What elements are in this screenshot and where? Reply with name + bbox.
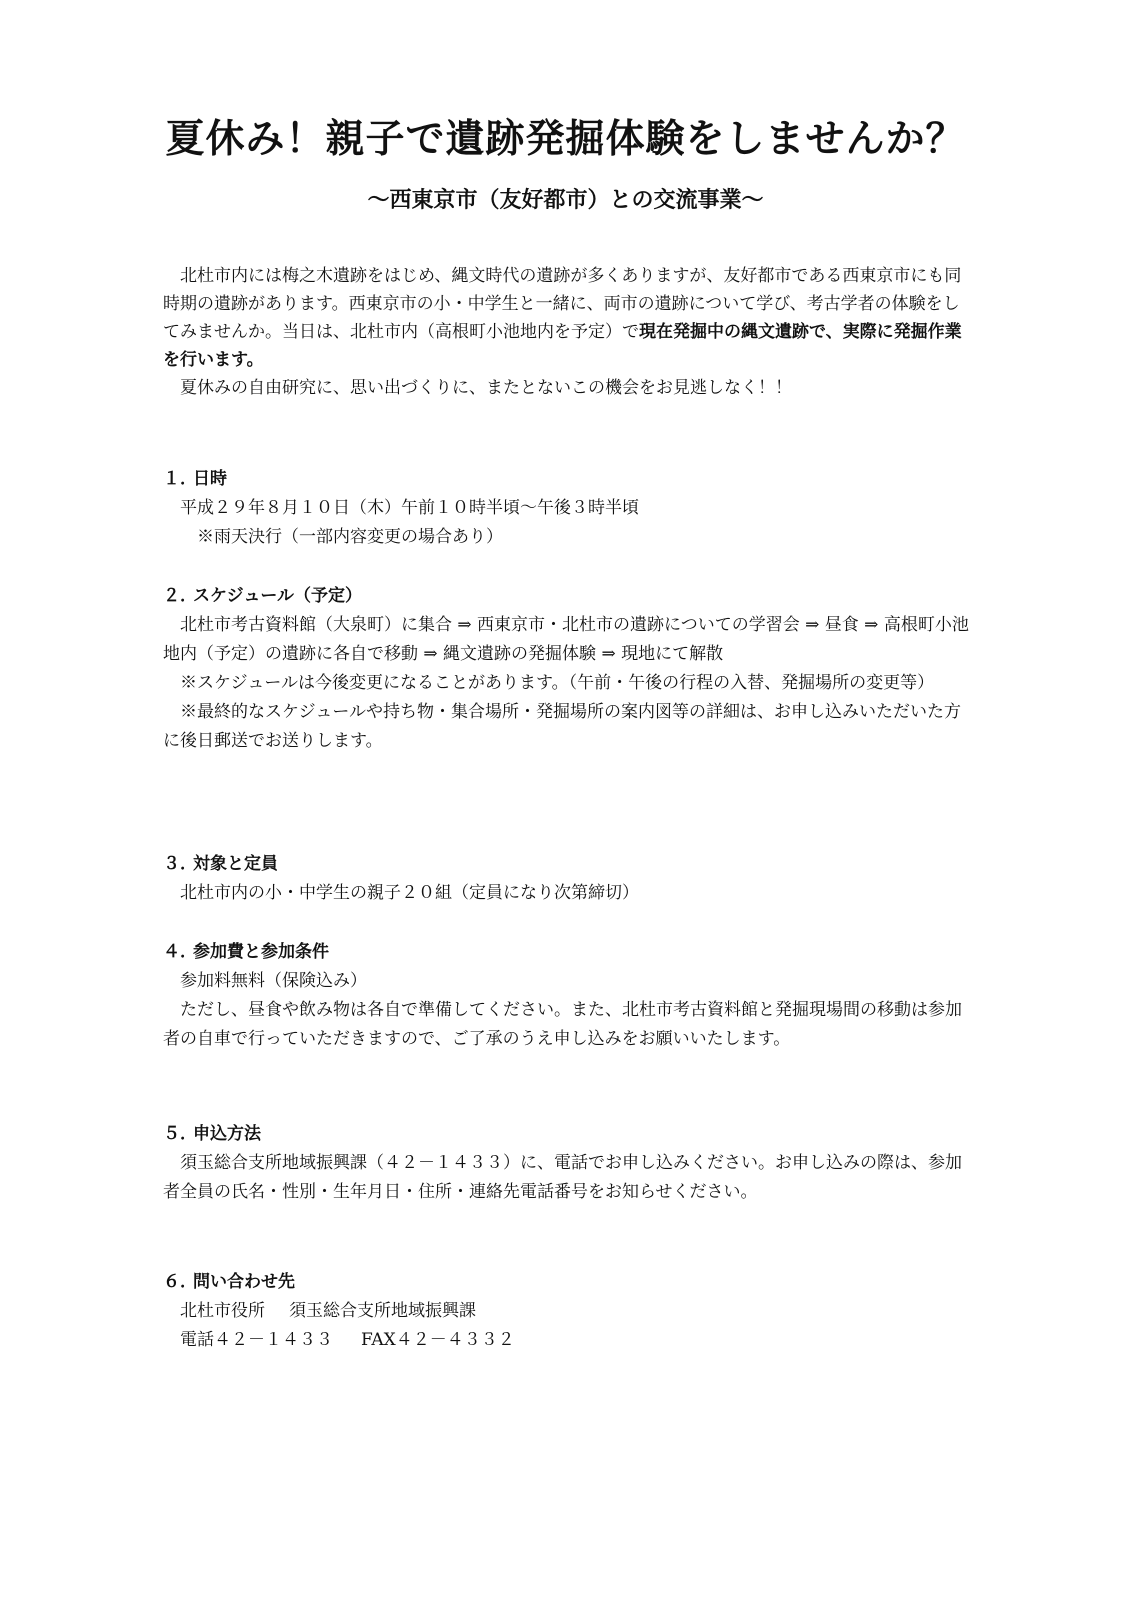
section-heading	[163, 582, 975, 611]
section-title: 日時	[193, 469, 227, 489]
contact-numbers-line	[163, 1326, 975, 1355]
fee-text: 参加料無料（保険込み）	[180, 971, 367, 991]
schedule-note-1: ※スケジュールは今後変更になることがあります。（午前・午後の行程の入替、発掘場所の変更等）	[180, 673, 935, 693]
section-heading	[163, 850, 975, 879]
section-fee	[163, 938, 975, 1054]
section-heading	[163, 1120, 975, 1149]
page-title: 夏休み！親子で遺跡発掘体験をしませんか？	[165, 117, 966, 162]
section-heading	[163, 1268, 975, 1297]
intro-paragraph-1	[163, 262, 975, 374]
section-number: １．	[163, 469, 197, 489]
contact-office: 北杜市役所	[180, 1301, 265, 1321]
section-heading	[163, 938, 975, 967]
rain-note: ※雨天決行（一部内容変更の場合あり）	[197, 527, 503, 547]
intro-emphasis: 現在発掘中の縄文遺跡で、実際に発掘作業を行います。	[163, 322, 962, 370]
intro-block	[163, 262, 975, 402]
application-text: 須玉総合支所地域振興課（４２－１４３３）に、電話でお申し込みください。お申し込みの際は、参加者全員の氏名・性別・生年月日・住所・連絡先電話番号をお知らせください。	[163, 1153, 962, 1202]
contact-fax: FAX４２－４３３２	[361, 1330, 515, 1350]
section-schedule	[163, 582, 975, 756]
section-number: ５．	[163, 1124, 197, 1144]
section-datetime	[163, 465, 975, 552]
schedule-note-2: ※最終的なスケジュールや持ち物・集合場所・発掘場所の案内図等の詳細は、お申し込みいただいた方に後日郵送でお送りします。	[163, 702, 961, 751]
intro-text: 北杜市内には梅之木遺跡をはじめ、縄文時代の遺跡が多くありますが、友好都市である西東京市にも同時期の遺跡があります。西東京市の小・中学生と一緒に、両市の遺跡について学び、考古学者の体験をしてみませんか。当日は、北杜市内（高根町小池地内を予定）で	[163, 266, 962, 342]
contact-phone: 電話４２－１４３３	[180, 1330, 333, 1350]
section-number: ３．	[163, 854, 197, 874]
contact-office-line	[163, 1297, 975, 1326]
event-date: 平成２９年８月１０日（木）午前１０時半頃～午後３時半頃	[180, 498, 639, 518]
section-number: ２．	[163, 586, 197, 606]
section-title: 問い合わせ先	[193, 1272, 295, 1292]
page-subtitle: ～西東京市（友好都市）との交流事業～	[367, 188, 764, 213]
section-title: 申込方法	[193, 1124, 261, 1144]
section-contact	[163, 1268, 975, 1355]
section-number: ６．	[163, 1272, 197, 1292]
section-title: 参加費と参加条件	[193, 942, 329, 962]
condition-text: ただし、昼食や飲み物は各自で準備してください。また、北杜市考古資料館と発掘現場間の移動は参加者の自車で行っていただきますので、ご了承のうえ申し込みをお願いいたします。	[163, 1000, 962, 1049]
section-number: ４．	[163, 942, 197, 962]
section-application	[163, 1120, 975, 1207]
section-title: スケジュール（予定）	[193, 586, 362, 606]
section-capacity	[163, 850, 975, 908]
section-heading	[163, 465, 975, 494]
schedule-flow: 北杜市考古資料館（大泉町）に集合 ⇒ 西東京市・北杜市の遺跡についての学習会 ⇒ 昼食 ⇒ 高根町小池地内（予定）の遺跡に各自で移動 ⇒ 縄文遺跡の発掘体験 ⇒ 現地にて解散	[163, 615, 969, 664]
section-title: 対象と定員	[193, 854, 278, 874]
intro-paragraph-2: 夏休みの自由研究に、思い出づくりに、またとないこの機会をお見逃しなく！！	[180, 378, 792, 398]
contact-department: 須玉総合支所地域振興課	[289, 1301, 476, 1321]
capacity-text: 北杜市内の小・中学生の親子２０組（定員になり次第締切）	[180, 883, 639, 903]
